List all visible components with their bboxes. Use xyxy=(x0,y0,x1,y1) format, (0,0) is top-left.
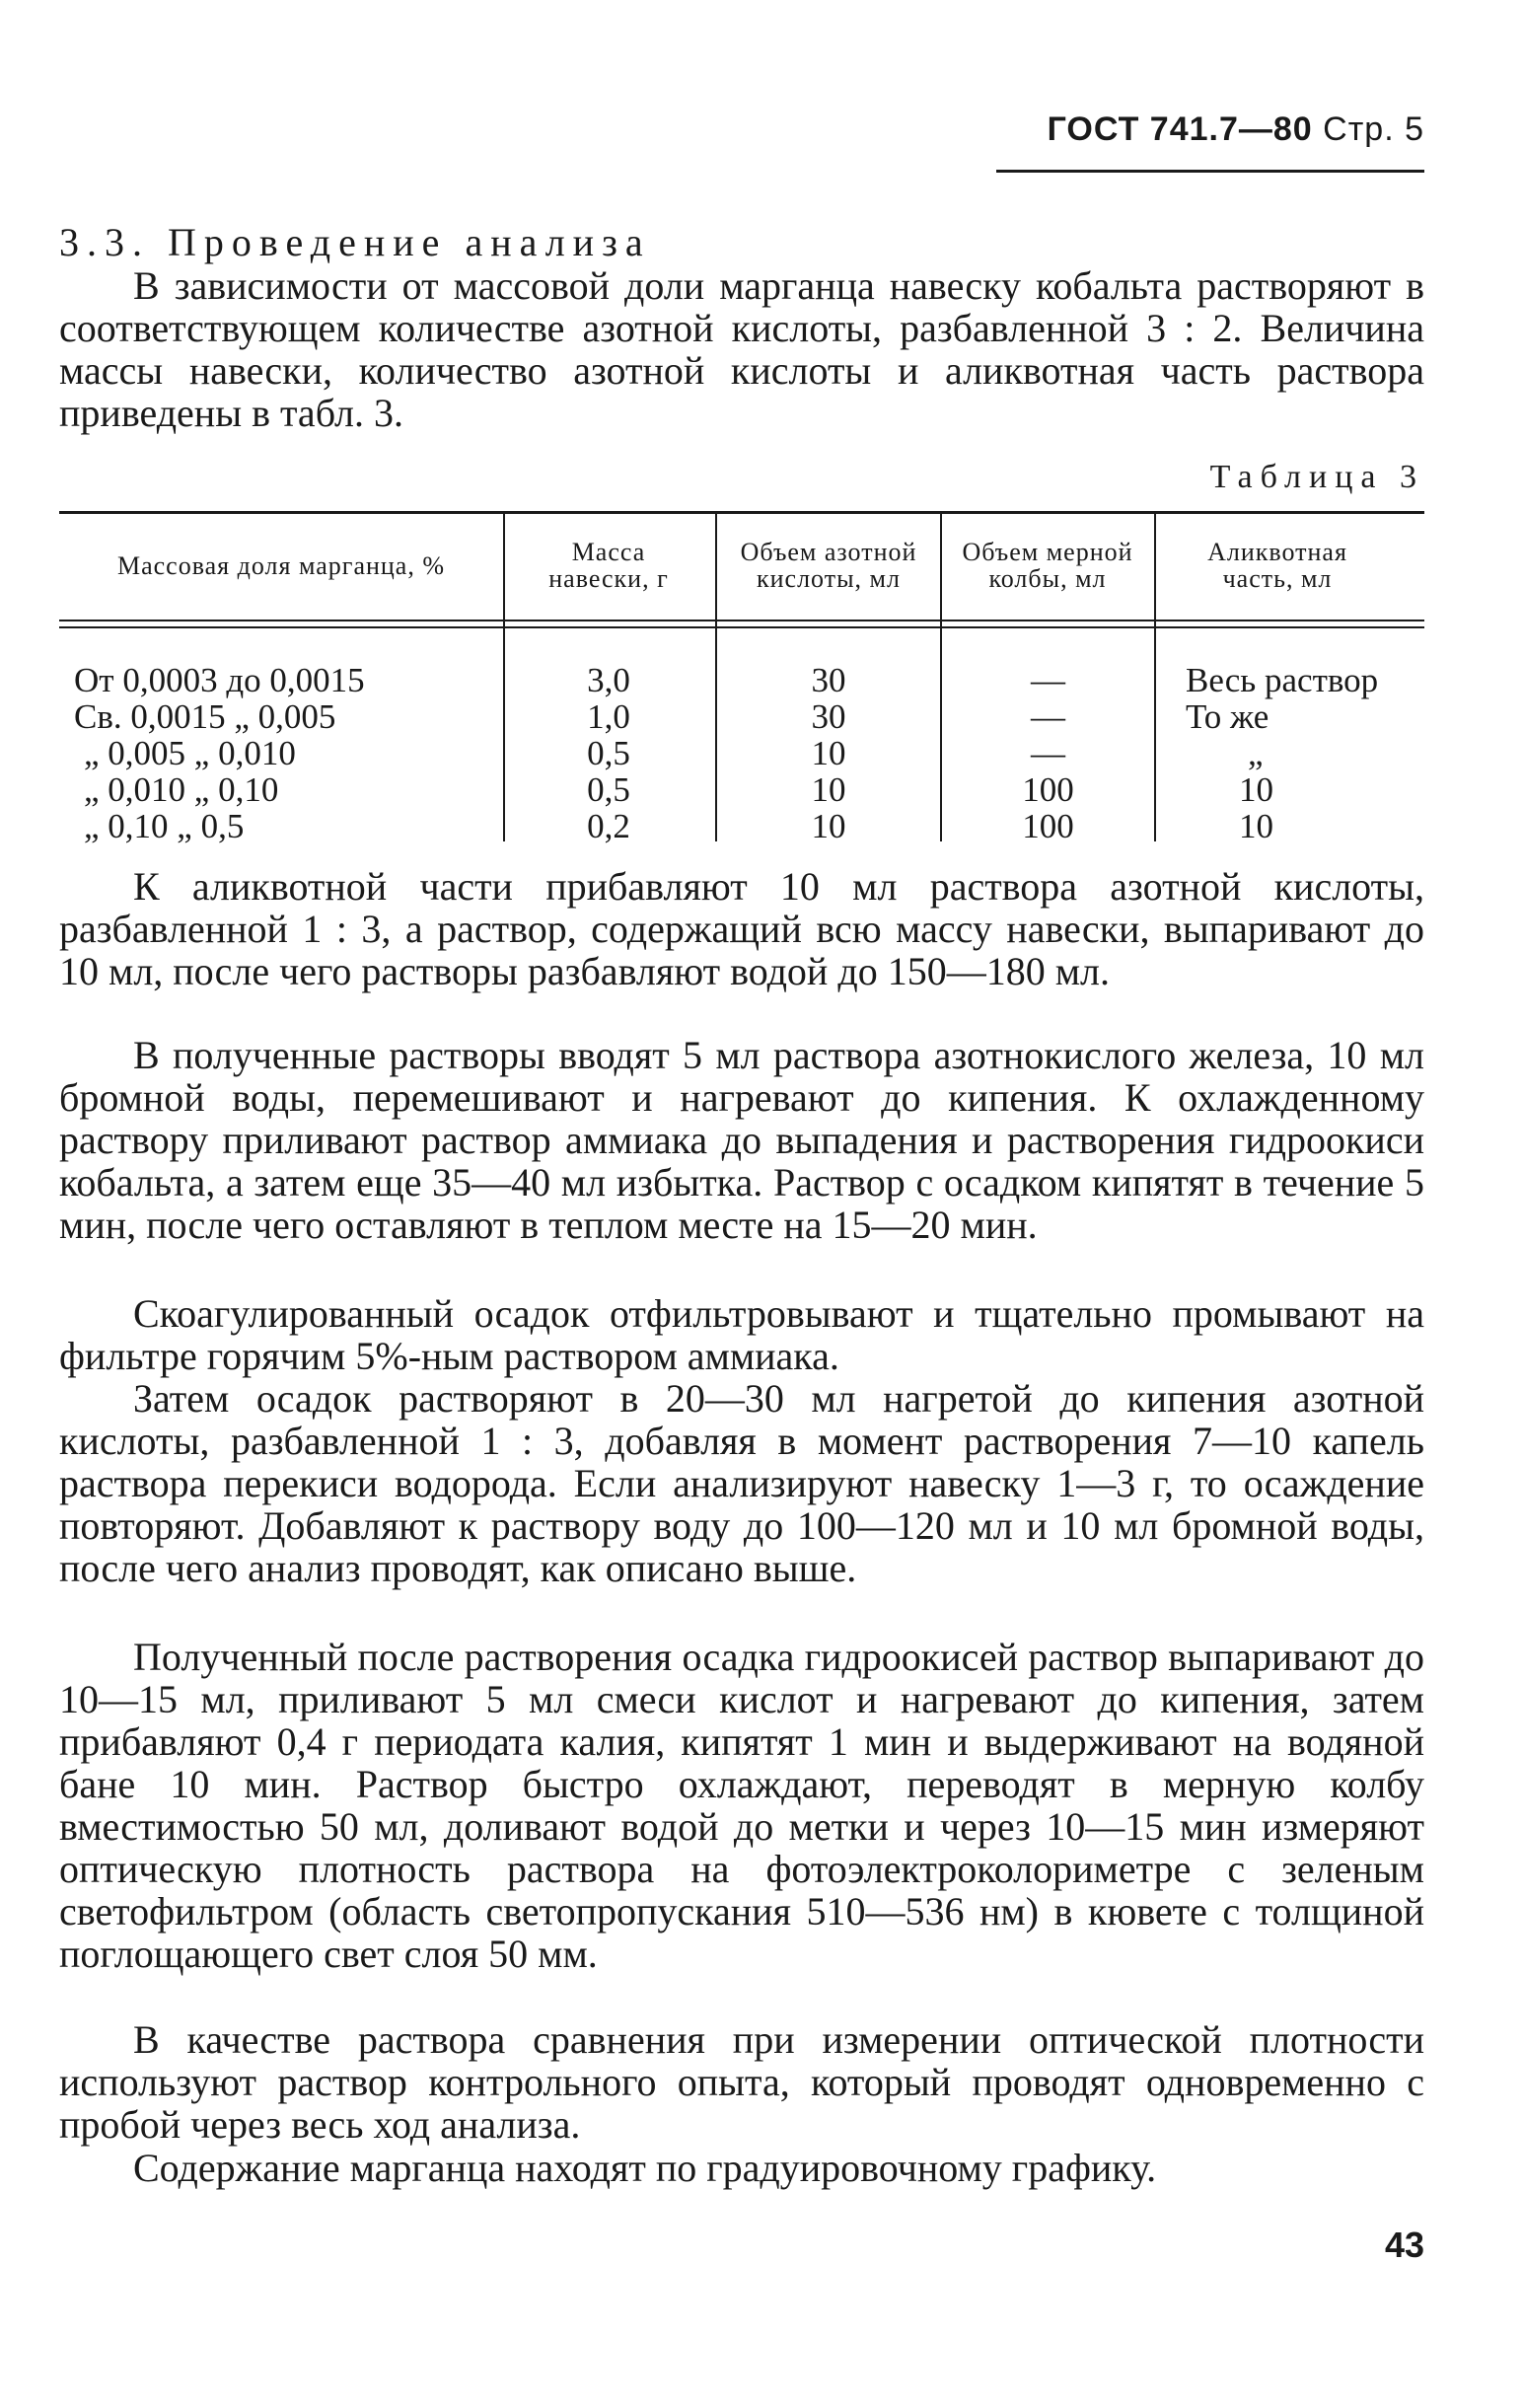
doc-code: ГОСТ 741.7—80 xyxy=(1047,110,1313,148)
cell-aliquot: 10 xyxy=(1239,770,1273,809)
col-divider xyxy=(1154,511,1156,841)
header-flask-volume: Объем мерной колбы, мл xyxy=(962,538,1133,593)
cell-range: „ 0,010 „ 0,10 xyxy=(84,770,279,809)
header-mn-fraction: Массовая доля марганца, % xyxy=(116,550,446,580)
page-header xyxy=(996,110,1424,173)
section-intro: В зависимости от массовой доли марганца навеску кобальта растворяют в соответствующем количестве азотной кислоты, разбавленной 3 : 2. Величина массы навески, количество азотной кислоты и аликвотная часть раствора приведены в табл. 3. xyxy=(59,263,1424,435)
table-header-rule-2 xyxy=(59,626,1424,628)
cell-mass: 1,0 xyxy=(587,697,630,736)
cell-acid: 10 xyxy=(811,734,846,772)
paragraph: Скоагулированный осадок отфильтровывают и тщательно промывают на фильтре горячим 5%-ным раствором аммиака. xyxy=(59,1291,1424,1378)
cell-aliquot: 10 xyxy=(1239,807,1273,845)
cell-acid: 30 xyxy=(811,697,846,736)
paragraph: Содержание марганца находят по градуировочному графику. xyxy=(133,2146,1157,2190)
cell-range: „ 0,10 „ 0,5 xyxy=(84,807,245,845)
cell-mass: 0,5 xyxy=(587,770,630,809)
cell-mass: 0,5 xyxy=(587,734,630,772)
cell-acid: 10 xyxy=(811,807,846,845)
header-aliquot: Аликвотная часть, мл xyxy=(1207,538,1347,593)
header-sample-mass: Масса навески, г xyxy=(548,538,669,593)
cell-mass: 0,2 xyxy=(587,807,630,845)
cell-flask: — xyxy=(1031,734,1065,772)
cell-flask: — xyxy=(1031,661,1065,699)
paragraph: Затем осадок растворяют в 20—30 мл нагретой до кипения азотной кислоты, разбавленной 1 : 3, добавляя в момент растворения 7—10 капель раствора перекиси водорода. Если анализируют навеску 1—3 г, то осаждение повторяют. Добавляют к раствору воду до 100—120 мл и 10 мл бромной воды, после чего анализ проводят, как описано выше. xyxy=(59,1376,1424,1590)
cell-acid: 30 xyxy=(811,661,846,699)
cell-aliquot: Весь раствор xyxy=(1186,661,1379,699)
cell-mass: 3,0 xyxy=(587,661,630,699)
paragraph: Полученный после растворения осадка гидроокисей раствор выпаривают до 10—15 мл, приливают 5 мл смеси кислот и нагревают до кипения, затем прибавляют 0,4 г периодата калия, кипятят 1 мин и выдерживают на водяной бане 10 мин. Раствор быстро охлаждают, переводят в мерную колбу вместимостью 50 мл, доливают водой до метки и через 10—15 мин измеряют оптическую плотность раствора на фотоэлектроколориметре с зеленым светофильтром (область светопропускания 510—536 нм) в кювете с толщиной поглощающего свет слоя 50 мм. xyxy=(59,1635,1424,1976)
cell-range: Св. 0,0015 „ 0,005 xyxy=(74,697,336,736)
cell-flask: 100 xyxy=(1022,770,1074,809)
paragraph: В качестве раствора сравнения при измерении оптической плотности используют раствор контрольного опыта, который проводят одновременно с пробой через весь ход анализа. xyxy=(59,2017,1424,2147)
paragraph: В полученные растворы вводят 5 мл раствора азотнокислого железа, 10 мл бромной воды, перемешивают и нагревают до кипения. К охлажденному раствору приливают раствор аммиака до выпадения и растворения гидроокиси кобальта, а затем еще 35—40 мл избытка. Раствор с осадком кипятят в течение 5 мин, после чего оставляют в теплом месте на 15—20 мин. xyxy=(59,1033,1424,1247)
data-table xyxy=(59,511,1424,845)
page-number: 43 xyxy=(1384,2225,1424,2265)
paragraph: К аликвотной части прибавляют 10 мл раствора азотной кислоты, разбавленной 1 : 3, а раствор, содержащий всю массу навески, выпаривают до 10 мл, после чего растворы разбавляют водой до 150—180 мл. xyxy=(59,864,1424,993)
page-label: Стр. 5 xyxy=(1323,110,1424,148)
cell-acid: 10 xyxy=(811,770,846,809)
cell-range: „ 0,005 „ 0,010 xyxy=(84,734,296,772)
cell-flask: 100 xyxy=(1022,807,1074,845)
cell-aliquot: „ xyxy=(1248,734,1264,772)
header-acid-volume: Объем азотной кислоты, мл xyxy=(740,538,917,593)
cell-range: От 0,0003 до 0,0015 xyxy=(74,661,365,699)
section-title: 3.3. Проведение анализа xyxy=(59,220,651,264)
header-code xyxy=(1048,110,1424,149)
table-header-rule xyxy=(59,620,1424,621)
cell-flask: — xyxy=(1031,697,1065,736)
cell-aliquot: То же xyxy=(1186,697,1269,736)
table-caption: Таблица 3 xyxy=(1209,459,1424,495)
col-divider xyxy=(503,511,505,841)
